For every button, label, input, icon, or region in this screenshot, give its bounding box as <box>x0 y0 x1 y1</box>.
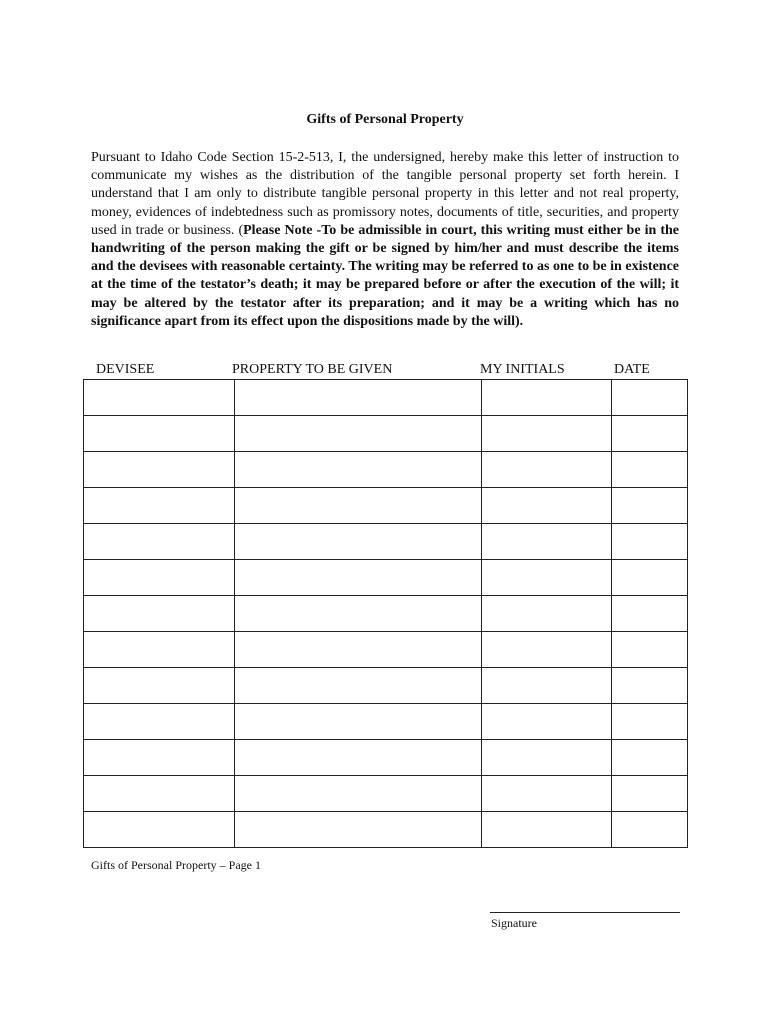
table-row <box>84 740 688 776</box>
devisee-cell[interactable] <box>84 632 235 668</box>
table-row <box>84 632 688 668</box>
initials-cell[interactable] <box>482 812 612 848</box>
date-cell[interactable] <box>612 632 688 668</box>
signature-line[interactable] <box>490 912 680 913</box>
column-header-initials: MY INITIALS <box>480 362 565 377</box>
devisee-cell[interactable] <box>84 380 235 416</box>
devisee-cell[interactable] <box>84 488 235 524</box>
initials-cell[interactable] <box>482 704 612 740</box>
table-row <box>84 560 688 596</box>
devisee-cell[interactable] <box>84 524 235 560</box>
devisee-cell[interactable] <box>84 452 235 488</box>
date-cell[interactable] <box>612 452 688 488</box>
date-cell[interactable] <box>612 380 688 416</box>
property-cell[interactable] <box>235 416 482 452</box>
page-footer: Gifts of Personal Property – Page 1 <box>91 858 261 872</box>
initials-cell[interactable] <box>482 452 612 488</box>
date-cell[interactable] <box>612 488 688 524</box>
table-row <box>84 452 688 488</box>
intro-text: Pursuant to Idaho Code Section 15-2-513, I, the undersigned, hereby make this letter of instruction to communicate my wishes as the distribution of the tangible personal property set forth herein. I understand that I am only to distribute tangible personal property in this letter and not real property, money, evidences of indebtedness such as promissory notes, documents of title, securities, and property used in trade or business. ( <box>91 150 679 238</box>
initials-cell[interactable] <box>482 524 612 560</box>
table-row <box>84 380 688 416</box>
property-cell[interactable] <box>235 488 482 524</box>
property-cell[interactable] <box>235 380 482 416</box>
admissibility-note: Please Note -To be admissible in court, this writing must either be in the handwriting of the person making the gift or be signed by him/her and must describe the items and the devisees with reasonable certainty. The writing may be referred to as one to be in existence at the time of the testator’s death; it may be prepared before or after the execution of the will; it may be altered by the testator after its preparation; and it may be a writing which has no significance apart from its effect upon the dispositions made by the will). <box>91 222 679 329</box>
initials-cell[interactable] <box>482 596 612 632</box>
devisee-cell[interactable] <box>84 812 235 848</box>
date-cell[interactable] <box>612 776 688 812</box>
property-cell[interactable] <box>235 632 482 668</box>
initials-cell[interactable] <box>482 668 612 704</box>
date-cell[interactable] <box>612 416 688 452</box>
property-cell[interactable] <box>235 596 482 632</box>
table-row <box>84 668 688 704</box>
date-cell[interactable] <box>612 560 688 596</box>
property-cell[interactable] <box>235 704 482 740</box>
devisee-cell[interactable] <box>84 704 235 740</box>
initials-cell[interactable] <box>482 776 612 812</box>
devisee-cell[interactable] <box>84 596 235 632</box>
property-cell[interactable] <box>235 524 482 560</box>
table-row <box>84 596 688 632</box>
devisee-cell[interactable] <box>84 416 235 452</box>
date-cell[interactable] <box>612 812 688 848</box>
column-header-date: DATE <box>614 362 650 377</box>
initials-cell[interactable] <box>482 740 612 776</box>
table-row <box>84 812 688 848</box>
document-title: Gifts of Personal Property <box>306 112 464 127</box>
initials-cell[interactable] <box>482 380 612 416</box>
date-cell[interactable] <box>612 596 688 632</box>
initials-cell[interactable] <box>482 560 612 596</box>
property-cell[interactable] <box>235 740 482 776</box>
date-cell[interactable] <box>612 704 688 740</box>
property-cell[interactable] <box>235 560 482 596</box>
instruction-paragraph <box>91 149 679 331</box>
table-row <box>84 524 688 560</box>
devisee-cell[interactable] <box>84 740 235 776</box>
initials-cell[interactable] <box>482 632 612 668</box>
date-cell[interactable] <box>612 668 688 704</box>
table-row <box>84 488 688 524</box>
table-row <box>84 416 688 452</box>
gifts-table-body <box>84 380 688 848</box>
devisee-cell[interactable] <box>84 668 235 704</box>
devisee-cell[interactable] <box>84 776 235 812</box>
column-headers <box>83 362 687 380</box>
initials-cell[interactable] <box>482 416 612 452</box>
date-cell[interactable] <box>612 524 688 560</box>
column-header-devisee: DEVISEE <box>96 362 155 377</box>
property-cell[interactable] <box>235 668 482 704</box>
date-cell[interactable] <box>612 740 688 776</box>
signature-label: Signature <box>491 916 537 930</box>
property-cell[interactable] <box>235 452 482 488</box>
devisee-cell[interactable] <box>84 560 235 596</box>
table-row <box>84 776 688 812</box>
table-row <box>84 704 688 740</box>
initials-cell[interactable] <box>482 488 612 524</box>
property-cell[interactable] <box>235 776 482 812</box>
property-cell[interactable] <box>235 812 482 848</box>
gifts-table <box>83 379 688 848</box>
column-header-property: PROPERTY TO BE GIVEN <box>232 362 393 377</box>
